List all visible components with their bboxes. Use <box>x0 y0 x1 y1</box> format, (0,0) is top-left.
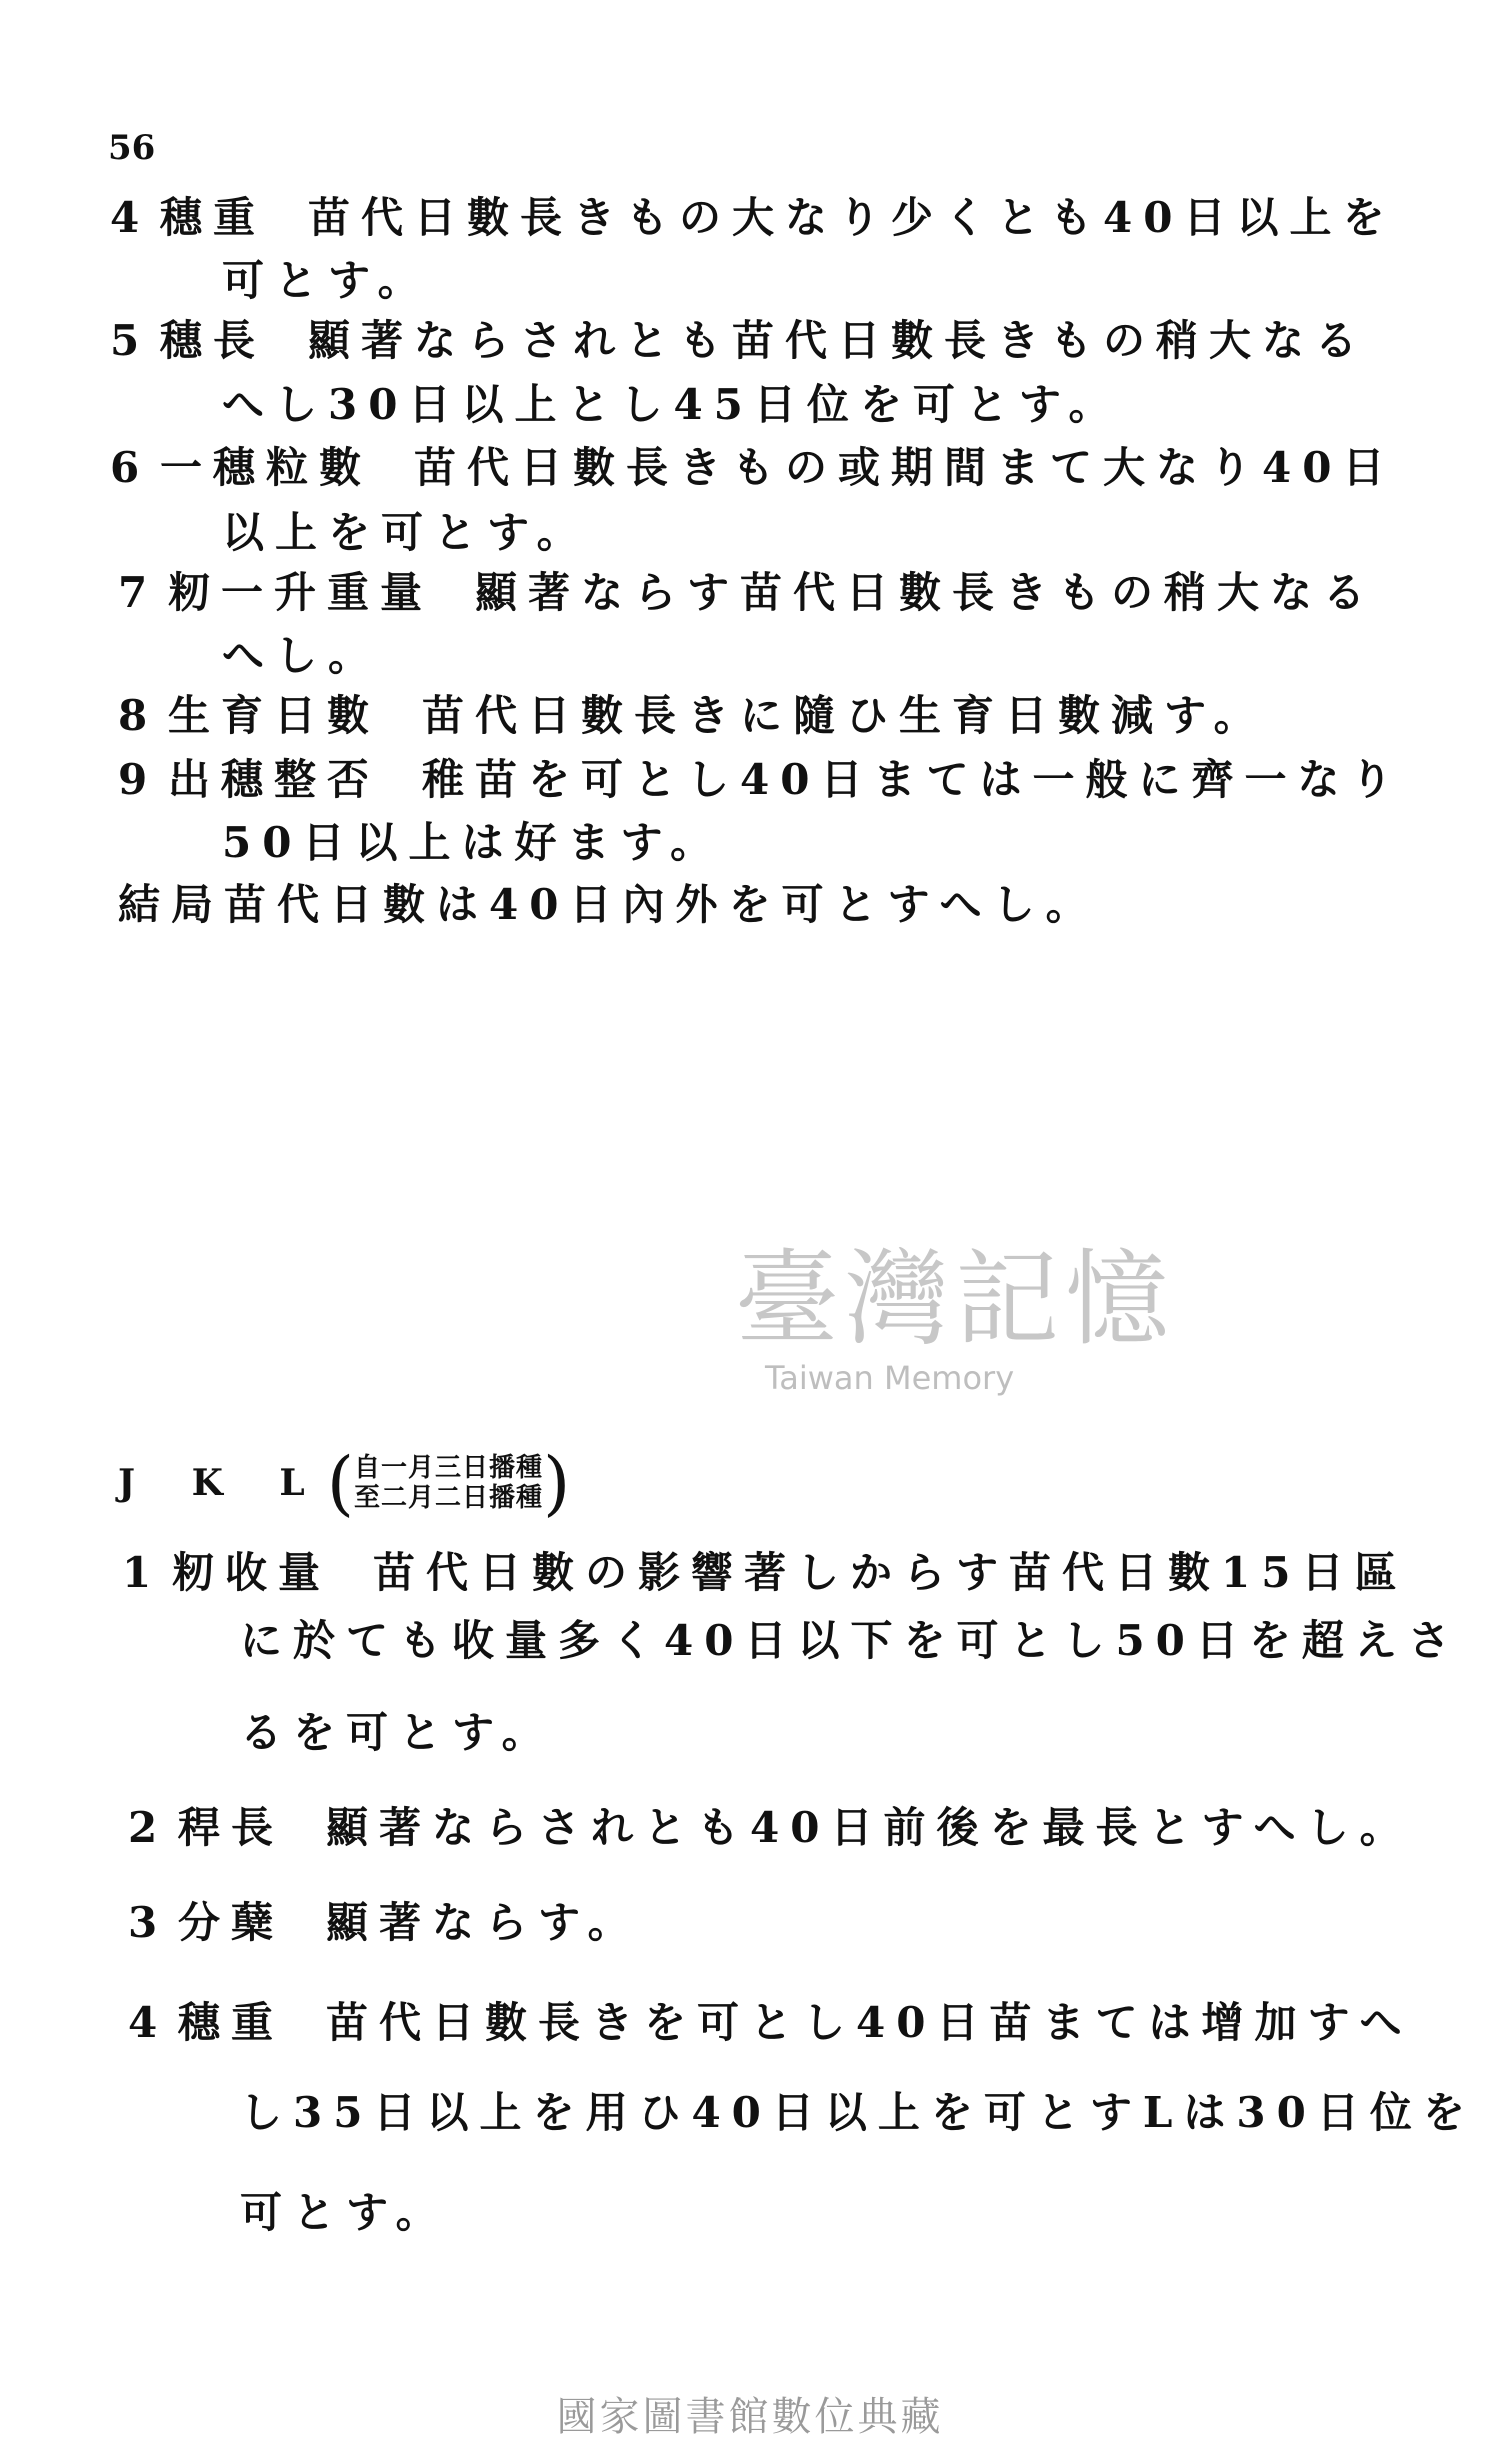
item-number: 9 <box>118 755 159 804</box>
item-text: 顯著ならす苗代日數長きもの稍大なる <box>475 568 1377 617</box>
conclusion-text: 結局苗代日數は40日內外を可とすへし。 <box>118 880 1099 929</box>
item-number: 3 <box>128 1898 169 1947</box>
archive-footer: 國家圖書館數位典藏 <box>556 2394 944 2440</box>
item-a-5-line2: へし30日以上とし45日位を可とす。 <box>222 380 1122 429</box>
item-heading: 稈長 <box>178 1803 285 1852</box>
jkl-sub-line1: 自一月三日播種 <box>354 1453 544 1483</box>
item-number: 2 <box>128 1803 169 1852</box>
item-number: 4 <box>110 193 151 242</box>
item-heading: 籾一升重量 <box>168 568 434 617</box>
item-b-4-line1 <box>128 1990 1413 2050</box>
item-text: 顯著ならす。 <box>326 1898 641 1947</box>
item-a-6-line1 <box>110 435 1395 495</box>
item-number: 8 <box>118 691 159 740</box>
item-b-4-line2: し35日以上を用ひ40日以上を可とすLは30日位を <box>240 2088 1476 2137</box>
item-heading: 穗重 <box>160 193 267 242</box>
item-text: 苗代日數の影響著しからす苗代日數15日區 <box>373 1548 1408 1597</box>
item-a-7-line1 <box>118 560 1376 620</box>
item-b-1-line3: るを可とす。 <box>240 1708 555 1757</box>
item-a-7-line2: へし。 <box>222 631 382 680</box>
item-text: 稚苗を可とし40日まては一般に齊一なり <box>422 755 1404 804</box>
item-text: 苗代日數長きもの或期間まて大なり40日 <box>414 443 1396 492</box>
item-b-3-line1 <box>128 1890 641 1950</box>
item-number: 4 <box>128 1998 169 2047</box>
item-b-1-line2: に於ても收量多く40日以下を可とし50日を超えさ <box>240 1616 1461 1665</box>
item-number: 5 <box>110 316 151 365</box>
item-a-5-line1 <box>110 308 1368 368</box>
item-a-8-line1 <box>118 683 1267 743</box>
taiwan-memory-watermark <box>735 1215 1255 1415</box>
item-a-4-line2: 可とす。 <box>222 256 431 305</box>
jkl-label: J K L <box>118 1462 327 1504</box>
item-text: 顯著ならされとも40日前後を最長とすへし。 <box>326 1803 1413 1852</box>
item-b-1-line1 <box>122 1540 1407 1600</box>
watermark-latin: Taiwan Memory <box>765 1359 1015 1397</box>
jkl-heading: J K L ( 自一月三日播種 至二月二日播種 ) <box>118 1442 571 1524</box>
item-b-2-line1 <box>128 1795 1413 1855</box>
item-number: 7 <box>118 568 159 617</box>
item-heading: 籾收量 <box>172 1548 332 1597</box>
jkl-sub-line2: 至二月二日播種 <box>354 1483 544 1513</box>
watermark-chars: 臺灣記憶 <box>735 1238 1176 1360</box>
item-a-4-line1 <box>110 185 1395 245</box>
item-number: 6 <box>110 443 151 492</box>
item-a-9-line1 <box>118 747 1403 807</box>
jkl-sowing-dates <box>354 1453 543 1513</box>
item-text: 苗代日數長きに隨ひ生育日數減す。 <box>422 691 1267 740</box>
item-heading: 出穗整否 <box>168 755 381 804</box>
item-text: 苗代日數長きもの大なり少くとも40日以上を <box>308 193 1396 242</box>
item-heading: 生育日數 <box>168 691 381 740</box>
item-a-6-line2: 以上を可とす。 <box>222 508 590 557</box>
item-heading: 一穗粒數 <box>160 443 373 492</box>
item-heading: 穗長 <box>160 316 267 365</box>
item-text: 苗代日數長きを可とし40日苗まては增加すへ <box>326 1998 1413 2047</box>
item-b-4-line3: 可とす。 <box>240 2188 449 2237</box>
item-text: 顯著ならされとも苗代日數長きもの稍大なる <box>308 316 1369 365</box>
page-number: 56 <box>108 128 156 168</box>
item-heading: 分蘖 <box>178 1898 285 1947</box>
item-number: 1 <box>122 1548 163 1597</box>
item-heading: 穗重 <box>178 1998 285 2047</box>
item-a-9-line2: 50日以上は好ます。 <box>222 818 724 867</box>
